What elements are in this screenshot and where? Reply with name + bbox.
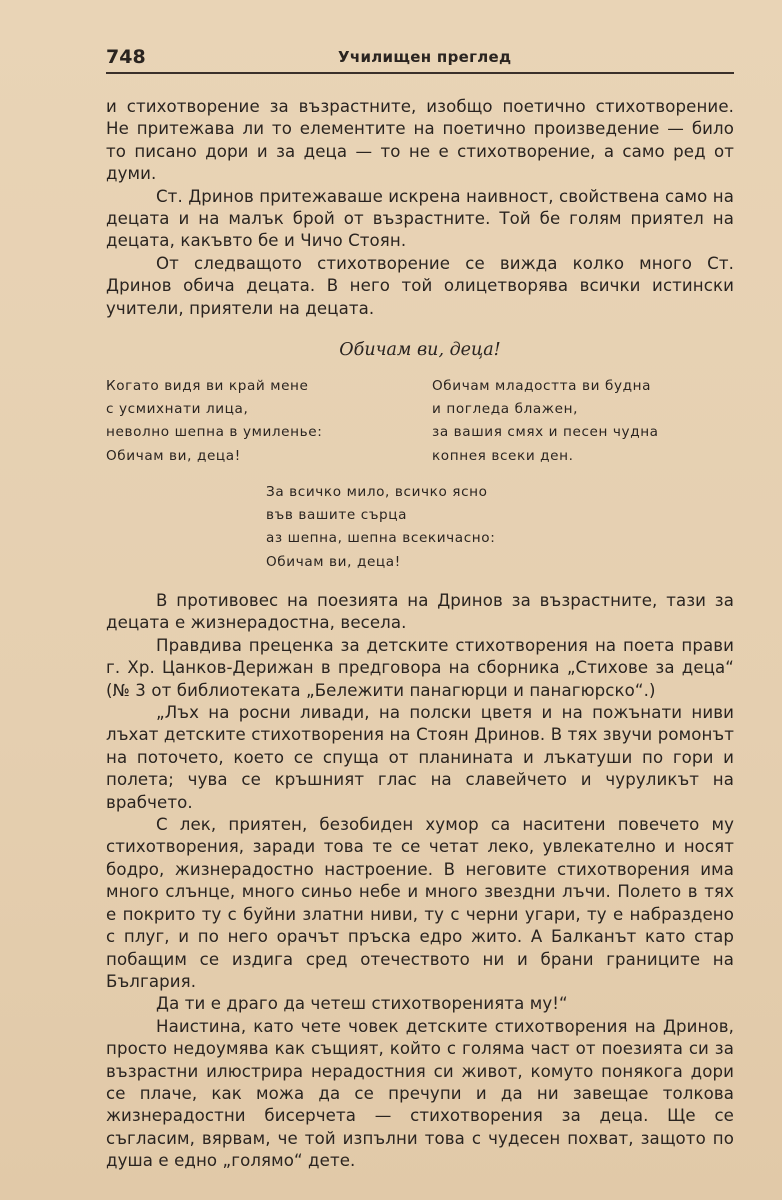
paragraph: От следващото стихотворение се вижда колко много Ст. Дринов обича децата. В него той олицетворява всички истински учители, приятели на децата. (106, 253, 734, 318)
paragraph: Ст. Дринов притежаваше искрена наивност, свойствена само на децата и на малък брой от възрастните. Той бе голям приятел на децата, какъвто бе и Чичо Стоян. (106, 186, 734, 251)
poem-line: неволно шепна в умиленье: (106, 424, 323, 441)
poem-line: във вашите сърца (266, 507, 408, 524)
running-title: Училищен преглед (338, 48, 512, 66)
poem-line: копнея всеки ден. (432, 447, 574, 464)
paragraph: и стихотворение за възрастните, изобщо поетично стихотворение. Не притежава ли то елементите на поетично произведение — било то писано дори и за деца — то не е стихотворение, а само ред от думи. (106, 97, 734, 184)
poem-stanza (266, 481, 495, 574)
poem-stanza (432, 375, 659, 468)
poem-line: за вашия смях и песен чудна (432, 424, 659, 441)
quoted-paragraph: С лек, приятен, безобиден хумор са наситени повечето му стихотворения, заради това те се четат леко, увлекателно и носят бодро, жизнерадостно настроение. В неговите стихотворения има много слънце, много синьо небе и много звездни лъчи. Полето в тях е покрито ту с буйни златни ниви, ту с черни угари, ту е набраздено с плуг, и по него орачът пръска едро жито. А Балканът като стар побащим се издига сред отечеството ни и брани границите на България. (106, 815, 734, 991)
paragraph: В противовес на поезията на Дринов за възрастните, тази за децата е жизнерадостна, весела. (106, 591, 734, 633)
poem-line: За всичко мило, всичко ясно (266, 484, 488, 500)
intro-text (106, 96, 734, 320)
paragraph: Наистина, като чете човек детските стихотворения на Дринов, просто недоумява как същият, който с голяма част от поезията си за възрастни илюстрира нерадостния си живот, комуто понякога дори се плаче, как можа да се пречупи и да ни завещае толкова жизнерадостни бисерчета — стихотворения за деца. Ще се съгласим, вярвам, че той изпълни това с чудесен похват, защото по душа е едно „голямо“ дете. (106, 1016, 734, 1171)
poem-line: и погледа блажен, (432, 401, 579, 418)
poem-line: Обичам младостта ви будна (432, 378, 652, 394)
poem-line: аз шепна, шепна всекичасно: (266, 530, 496, 547)
poem-line: Обичам ви, деца! (266, 553, 401, 570)
main-text (106, 590, 734, 1173)
poem-stanza (106, 375, 322, 468)
page-header (106, 44, 734, 74)
page-number: 748 (106, 46, 146, 68)
quoted-paragraph: „Лъх на росни ливади, на полски цветя и на пожънати ниви лъхат детските стихотворения на Стоян Дринов. В тях звучи ромонът на поточето, което се спуща от планината и лъкатуши по гори и полета; чува се кръшният глас на славейчето и чуруликът на врабчето. (106, 703, 734, 812)
poem-line: с усмихнати лица, (106, 401, 249, 418)
poem-line: Когато видя ви край мене (106, 378, 309, 394)
poem-title: Обичам ви, деца! (339, 340, 501, 360)
paragraph: Правдива преценка за детските стихотворения на поета прави г. Хр. Цанков-Дерижан в предговора на сборника „Стихове за деца“ (№ 3 от библиотеката „Бележити панагюрци и панагюрско“.) (106, 635, 734, 700)
quoted-paragraph: Да ти е драго да четеш стихотворенията му!“ (156, 994, 568, 1014)
poem-line: Обичам ви, деца! (106, 447, 241, 464)
